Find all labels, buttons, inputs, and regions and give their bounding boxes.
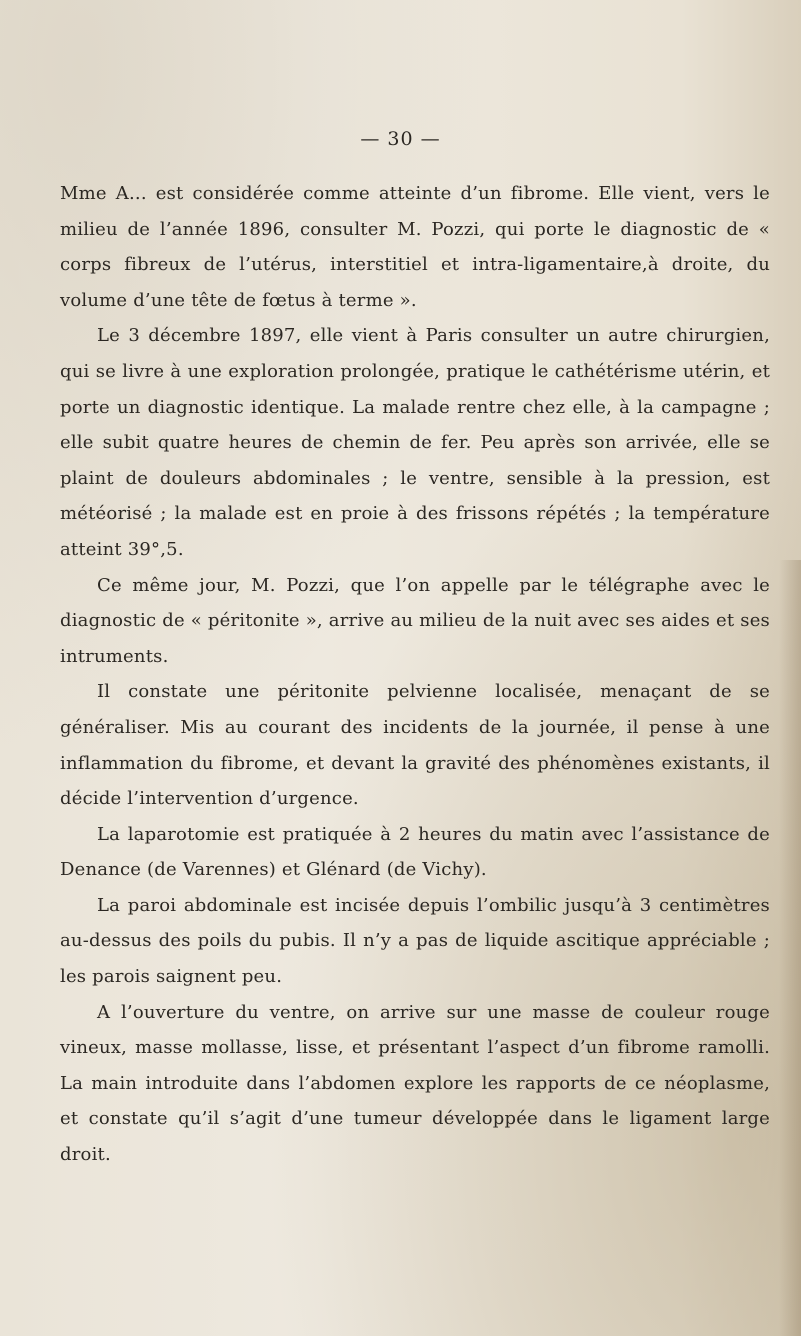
paragraph-1: Mme A... est considérée comme atteinte d’un fibrome. Elle vient, vers le milieu de l’année 1896, consulter M. Pozzi, qui porte le diagnostic de « corps fibreux de l’utérus, interstitiel et intra-ligamentaire,à droite, du volume d’une tête de fœtus à terme ». xyxy=(60,183,770,311)
paragraph-2: Le 3 décembre 1897, elle vient à Paris consulter un autre chirurgien, qui se livre à une exploration prolongée, pratique le cathétérisme utérin, et porte un diagnostic identique. La malade rentre chez elle, à la campagne ; elle subit quatre heures de chemin de fer. Peu après son arrivée, elle se plaint de douleurs abdominales ; le ventre, sensible à la pression, est météorisé ; la malade est en proie à des frissons répétés ; la température atteint 39°,5. xyxy=(60,325,770,560)
paragraph-7: A l’ouverture du ventre, on arrive sur une masse de couleur rouge vineux, masse mollasse, lisse, et présentant l’aspect d’un fibrome ramolli. La main introduite dans l’abdomen explore les rapports de ce néoplasme, et constate qu’il s’agit d’une tumeur développée dans le ligament large droit. xyxy=(60,1001,770,1166)
paragraph-3: Ce même jour, M. Pozzi, que l’on appelle par le télégraphe avec le diagnostic de « péritonite », arrive au milieu de la nuit avec ses aides et ses intruments. xyxy=(60,574,770,667)
paragraph-6: La paroi abdominale est incisée depuis l’ombilic jusqu’à 3 centimètres au-dessus des poils du pubis. Il n’y a pas de liquide ascitique appréciable ; les parois saignent peu. xyxy=(60,894,770,988)
body-text xyxy=(60,176,770,1173)
paragraph-5: La laparotomie est pratiquée à 2 heures du matin avec l’assistance de Denance (de Varennes) et Glénard (de Vichy). xyxy=(60,823,770,881)
paragraph-4: Il constate une péritonite pelvienne localisée, menaçant de se généraliser. Mis au courant des incidents de la journée, il pense à une inflammation du fibrome, et devant la gravité des phénomènes existants, il décide l’intervention d’urgence. xyxy=(60,681,770,810)
page-number: — 30 — xyxy=(360,128,441,150)
page-edge-shadow xyxy=(779,560,801,1336)
